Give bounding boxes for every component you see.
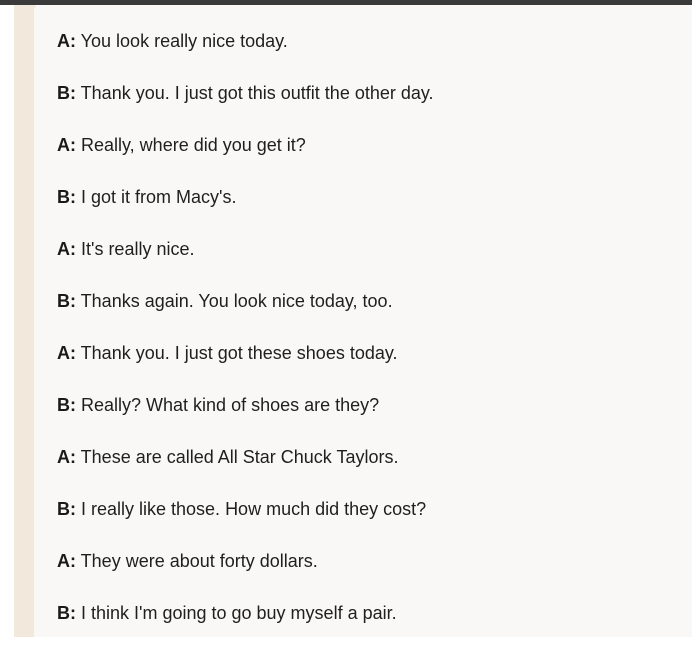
speaker-label: A: — [57, 343, 76, 363]
speaker-label: B: — [57, 395, 76, 415]
line-text: I got it from Macy's. — [76, 187, 237, 207]
line-text: These are called All Star Chuck Taylors. — [76, 447, 399, 467]
line-text: Thanks again. You look nice today, too. — [76, 291, 393, 311]
speaker-label: B: — [57, 83, 76, 103]
dialogue-line — [57, 134, 434, 186]
dialogue-line — [57, 342, 434, 394]
dialogue-line — [57, 30, 434, 82]
line-text: Thank you. I just got this outfit the other day. — [76, 83, 434, 103]
speaker-label: A: — [57, 447, 76, 467]
left-accent-strip — [14, 5, 36, 637]
line-text: Really? What kind of shoes are they? — [76, 395, 380, 415]
speaker-label: B: — [57, 187, 76, 207]
speaker-label: B: — [57, 603, 76, 623]
dialogue-line — [57, 238, 434, 290]
dialogue-line — [57, 446, 434, 498]
dialogue-list — [57, 30, 434, 654]
speaker-label: A: — [57, 135, 76, 155]
dialogue-line — [57, 186, 434, 238]
speaker-label: A: — [57, 31, 76, 51]
speaker-label: B: — [57, 291, 76, 311]
line-text: I really like those. How much did they cost? — [76, 499, 427, 519]
line-text: Really, where did you get it? — [76, 135, 306, 155]
line-text: You look really nice today. — [76, 31, 288, 51]
dialogue-line — [57, 394, 434, 446]
line-text: Thank you. I just got these shoes today. — [76, 343, 398, 363]
dialogue-line — [57, 82, 434, 134]
speaker-label: A: — [57, 239, 76, 259]
dialogue-line — [57, 550, 434, 602]
line-text: I think I'm going to go buy myself a pair. — [76, 603, 397, 623]
speaker-label: B: — [57, 499, 76, 519]
line-text: It's really nice. — [76, 239, 195, 259]
speaker-label: A: — [57, 551, 76, 571]
dialogue-line — [57, 290, 434, 342]
dialogue-line — [57, 498, 434, 550]
dialogue-line — [57, 602, 434, 654]
line-text: They were about forty dollars. — [76, 551, 318, 571]
